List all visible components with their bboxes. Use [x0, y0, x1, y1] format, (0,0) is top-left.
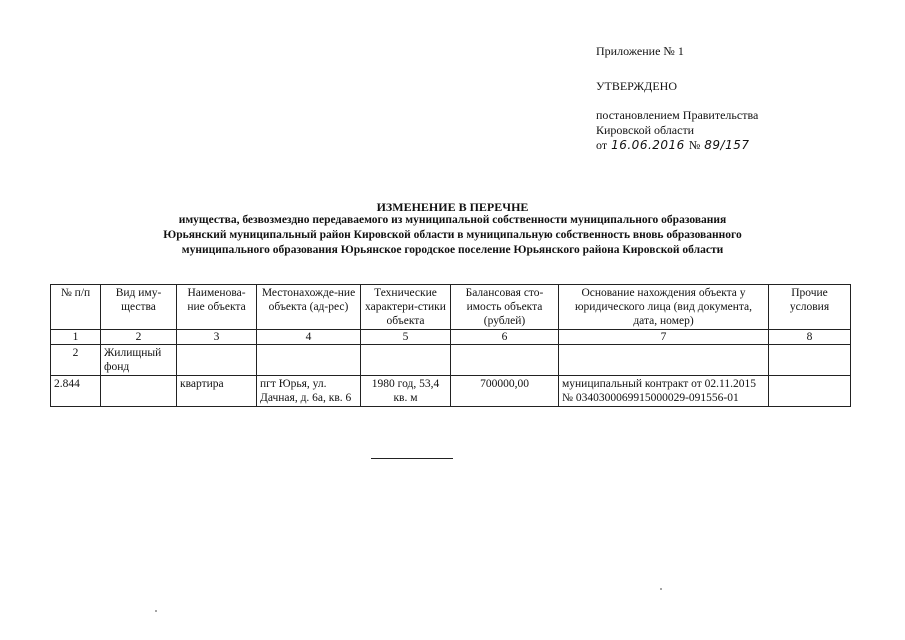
- row-number: 2.844: [51, 376, 101, 407]
- subtitle-line-1: имущества, безвозмездно передаваемого из муниципальной собственности муниципального образования: [178, 214, 727, 226]
- table-row: [51, 345, 851, 376]
- column-number: 6: [451, 330, 559, 345]
- header-cell: Прочие условия: [769, 285, 851, 330]
- column-number: 4: [257, 330, 361, 345]
- property-list-table: [50, 284, 851, 407]
- approved-by-line-1: постановлением Правительства: [596, 108, 759, 122]
- approval-block: [596, 44, 758, 153]
- date-prefix: от: [596, 138, 608, 152]
- header-cell: № п/п: [51, 285, 101, 330]
- approved-by-line-2: Кировской области: [596, 123, 695, 137]
- table-row: [51, 376, 851, 407]
- ownership-basis: муниципальный контракт от 02.11.2015 № 0340300069915000029-091556-01: [559, 376, 769, 407]
- property-type: Жилищный фонд: [101, 345, 177, 376]
- header-cell: Наименова-ние объекта: [177, 285, 257, 330]
- column-number: 8: [769, 330, 851, 345]
- header-cell: Основание нахождения объекта у юридического лица (вид документа, дата, номер): [559, 285, 769, 330]
- row-number: 2: [51, 345, 101, 376]
- ownership-basis: [559, 345, 769, 376]
- closing-rule: [371, 458, 453, 459]
- column-number: 1: [51, 330, 101, 345]
- subtitle-line-2: Юрьянский муниципальный район Кировской области в муниципальную собственность вновь образованного: [163, 229, 742, 241]
- column-number: 2: [101, 330, 177, 345]
- header-cell: Местонахожде-ние объекта (ад-рес): [257, 285, 361, 330]
- approved-label: УТВЕРЖДЕНО: [596, 79, 678, 93]
- scan-speck: [155, 610, 157, 612]
- property-type: [101, 376, 177, 407]
- header-cell: Технические характери-стики объекта: [361, 285, 451, 330]
- object-specs: 1980 год, 53,4 кв. м: [361, 376, 451, 407]
- scan-speck: [660, 588, 662, 590]
- subtitle-line-3: муниципального образования Юрьянское городское поселение Юрьянского района Кировской области: [181, 244, 724, 256]
- object-name: квартира: [177, 376, 257, 407]
- column-number: 3: [177, 330, 257, 345]
- number-prefix: №: [688, 138, 701, 152]
- other-conditions: [769, 376, 851, 407]
- header-cell: Балансовая сто-имость объекта (рублей): [451, 285, 559, 330]
- decree-number-handwritten: 89/157: [704, 138, 750, 152]
- balance-value: 700000,00: [451, 376, 559, 407]
- decree-date-number: [596, 138, 758, 153]
- document-title: ИЗМЕНЕНИЕ В ПЕРЕЧНЕ: [376, 200, 529, 214]
- object-address: [257, 345, 361, 376]
- document-subtitle: [100, 213, 805, 258]
- other-conditions: [769, 345, 851, 376]
- column-number: 7: [559, 330, 769, 345]
- object-address: пгт Юрья, ул. Дачная, д. 6а, кв. 6: [257, 376, 361, 407]
- column-number: 5: [361, 330, 451, 345]
- column-number-row: [51, 330, 851, 345]
- appendix-label: Приложение № 1: [596, 44, 684, 58]
- decree-date-handwritten: 16.06.2016: [611, 138, 685, 152]
- header-cell: Вид иму-щества: [101, 285, 177, 330]
- object-name: [177, 345, 257, 376]
- object-specs: [361, 345, 451, 376]
- balance-value: [451, 345, 559, 376]
- table-header-row: [51, 285, 851, 330]
